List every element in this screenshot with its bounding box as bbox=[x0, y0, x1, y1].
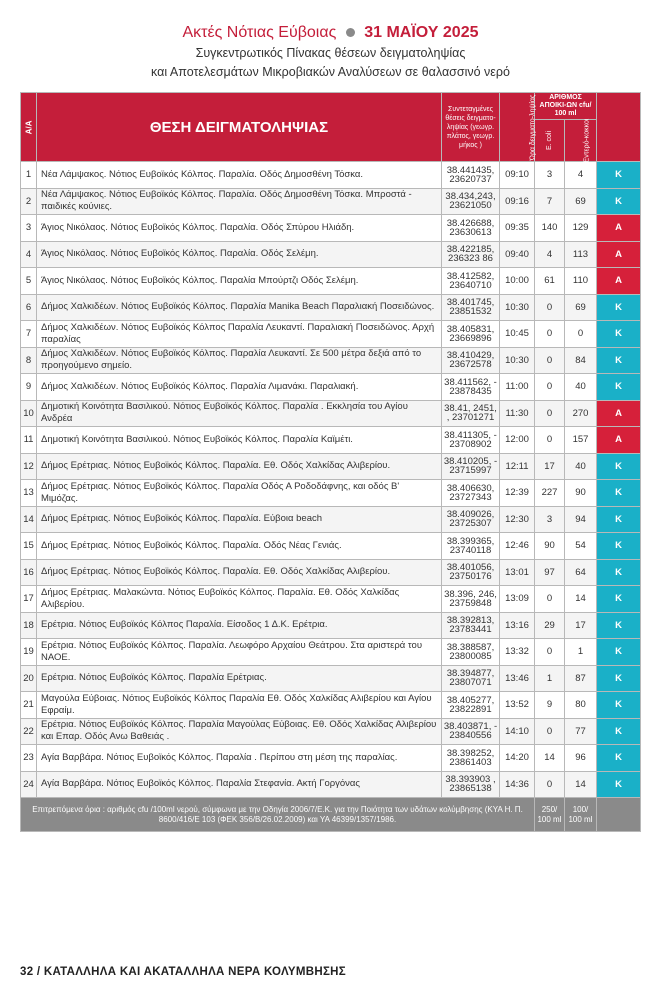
results-table bbox=[20, 73, 654, 832]
table-row bbox=[21, 427, 641, 454]
row-description: Δήμος Χαλκιδέων. Νότιος Ευβοϊκός Κόλπος. Παραλία Manika Beach Παραλιακή Ποσειδώνος. bbox=[37, 294, 442, 321]
row-description: Δήμος Ερέτριας. Νότιος Ευβοϊκός Κόλπος. Παραλία. Εθ. Οδός Χαλκίδας Αλιβερίου. bbox=[37, 453, 442, 480]
row-time: 09:16 bbox=[500, 188, 535, 215]
row-enterococci: 94 bbox=[565, 506, 597, 533]
row-coordinates: 38.394877, 23807071 bbox=[442, 665, 500, 692]
row-time: 13:16 bbox=[500, 612, 535, 639]
limits-row bbox=[21, 798, 641, 832]
row-ecoli: 0 bbox=[535, 400, 565, 427]
table-row bbox=[21, 506, 641, 533]
row-classification-badge: Κ bbox=[597, 347, 641, 374]
row-description: Δήμος Χαλκιδέων. Νότιος Ευβοϊκός Κόλπος. Παραλία Λευκαντί. Σε 500 μέτρα δεξιά από το προηγούμενο σημείο. bbox=[37, 347, 442, 374]
table-row bbox=[21, 559, 641, 586]
row-ecoli: 0 bbox=[535, 427, 565, 454]
row-number: 9 bbox=[21, 374, 37, 401]
row-number: 15 bbox=[21, 533, 37, 560]
row-ecoli: 9 bbox=[535, 692, 565, 719]
row-classification-badge: Κ bbox=[597, 374, 641, 401]
row-number: 3 bbox=[21, 215, 37, 242]
limits-note: Επιτρεπόμενα όρια : αριθμός cfu /100ml νερού, σύμφωνα με την Οδηγία 2006/7/Ε.Κ. για την Ποιότητα των υδάτων κολύμβησης (ΚΥΑ Η. Π. 8600/416/Ε 103 (ΦΕΚ 356/Β/26.02.2009) και ΥΑ 46399/1357/1986. bbox=[21, 798, 535, 832]
row-time: 14:10 bbox=[500, 718, 535, 745]
row-coordinates: 38.398252, 23861403 bbox=[442, 745, 500, 772]
table-row bbox=[21, 718, 641, 745]
row-time: 10:30 bbox=[500, 294, 535, 321]
row-description: Δημοτική Κοινότητα Βασιλικού. Νότιος Ευβοϊκός Κόλπος. Παραλία Καϊμέτι. bbox=[37, 427, 442, 454]
row-classification-badge: Κ bbox=[597, 771, 641, 798]
table-row bbox=[21, 374, 641, 401]
row-enterococci: 270 bbox=[565, 400, 597, 427]
row-enterococci: 90 bbox=[565, 480, 597, 507]
table-row bbox=[21, 480, 641, 507]
row-ecoli: 0 bbox=[535, 639, 565, 666]
row-ecoli: 97 bbox=[535, 559, 565, 586]
row-time: 12:39 bbox=[500, 480, 535, 507]
row-enterococci: 87 bbox=[565, 665, 597, 692]
table-row bbox=[21, 162, 641, 189]
row-ecoli: 3 bbox=[535, 162, 565, 189]
row-time: 13:32 bbox=[500, 639, 535, 666]
row-enterococci: 40 bbox=[565, 374, 597, 401]
row-enterococci: 14 bbox=[565, 586, 597, 613]
header-classification: ΚΑΤΑΛΛΗΛΑ (Κ) ΑΚΑΤΑΛΛΗΛΑ (Α) bbox=[597, 93, 641, 162]
row-time: 11:30 bbox=[500, 400, 535, 427]
row-classification-badge: Κ bbox=[597, 745, 641, 772]
row-classification-badge: Α bbox=[597, 215, 641, 242]
row-time: 09:35 bbox=[500, 215, 535, 242]
row-enterococci: 1 bbox=[565, 639, 597, 666]
row-description: Αγία Βαρβάρα. Νότιος Ευβοϊκός Κόλπος. Παραλία Στεφανία. Ακτή Γοργόνας bbox=[37, 771, 442, 798]
row-coordinates: 38.410205, - 23715997 bbox=[442, 453, 500, 480]
row-enterococci: 4 bbox=[565, 162, 597, 189]
row-description: Ερέτρια. Νότιος Ευβοϊκός Κόλπος. Παραλία. Λεωφόρο Αρχαίου Θεάτρου. Στα αριστερά του ΝΑΟΕ. bbox=[37, 639, 442, 666]
row-description: Μαγούλα Εύβοιας. Νότιος Ευβοϊκός Κόλπος Παραλία Εθ. Οδός Χαλκίδας Αλιβερίου και Αγίου Εφραίμ. bbox=[37, 692, 442, 719]
row-coordinates: 38.396, 246, 23759848 bbox=[442, 586, 500, 613]
row-enterococci: 0 bbox=[565, 321, 597, 348]
row-description: Δήμος Χαλκιδέων. Νότιος Ευβοϊκός Κόλπος. Παραλία Λιμανάκι. Παραλιακή. bbox=[37, 374, 442, 401]
row-enterococci: 64 bbox=[565, 559, 597, 586]
row-time: 13:46 bbox=[500, 665, 535, 692]
limit-empty-cell bbox=[597, 798, 641, 832]
row-number: 13 bbox=[21, 480, 37, 507]
row-ecoli: 1 bbox=[535, 665, 565, 692]
header-colony-count: ΑΡΙΘΜΟΣ ΑΠΟΙΚΙ-ΩΝ cfu/ 100 ml bbox=[535, 93, 597, 120]
row-classification-badge: Α bbox=[597, 241, 641, 268]
row-number: 16 bbox=[21, 559, 37, 586]
row-enterococci: 17 bbox=[565, 612, 597, 639]
row-enterococci: 157 bbox=[565, 427, 597, 454]
table-row bbox=[21, 347, 641, 374]
row-classification-badge: Κ bbox=[597, 453, 641, 480]
row-description: Νέα Λάμψακος. Νότιος Ευβοϊκός Κόλπος. Παραλία. Οδός Δημοσθένη Τόσκα. Μπροστά - παιδικές κούνιες. bbox=[37, 188, 442, 215]
row-number: 8 bbox=[21, 347, 37, 374]
subtitle-line-1: Συγκεντρωτικός Πίνακας θέσεων δειγματοληψίας bbox=[195, 46, 466, 60]
row-classification-badge: Κ bbox=[597, 692, 641, 719]
row-time: 11:00 bbox=[500, 374, 535, 401]
page-header bbox=[0, 24, 661, 80]
row-coordinates: 38.441435, 23620737 bbox=[442, 162, 500, 189]
row-number: 23 bbox=[21, 745, 37, 772]
row-ecoli: 0 bbox=[535, 718, 565, 745]
limit-enterococci: 100/ 100 ml bbox=[565, 798, 597, 832]
table-row bbox=[21, 241, 641, 268]
bullet-dot-icon bbox=[346, 28, 355, 37]
table-row bbox=[21, 215, 641, 242]
row-number: 7 bbox=[21, 321, 37, 348]
row-enterococci: 14 bbox=[565, 771, 597, 798]
row-time: 10:30 bbox=[500, 347, 535, 374]
row-classification-badge: Κ bbox=[597, 586, 641, 613]
row-description: Ερέτρια. Νότιος Ευβοϊκός Κόλπος. Παραλία Μαγούλας Εύβοιας. Εθ. Οδός Χαλκίδας Αλιβερίου και Επαρ. Οδός Ανω Βαθειάς . bbox=[37, 718, 442, 745]
row-classification-badge: Κ bbox=[597, 639, 641, 666]
table-row bbox=[21, 771, 641, 798]
row-ecoli: 0 bbox=[535, 586, 565, 613]
row-enterococci: 96 bbox=[565, 745, 597, 772]
table-row bbox=[21, 294, 641, 321]
row-coordinates: 38.392813, 23783441 bbox=[442, 612, 500, 639]
row-coordinates: 38.393903 , 23865138 bbox=[442, 771, 500, 798]
row-classification-badge: Κ bbox=[597, 188, 641, 215]
row-enterococci: 69 bbox=[565, 188, 597, 215]
row-time: 14:36 bbox=[500, 771, 535, 798]
row-number: 4 bbox=[21, 241, 37, 268]
row-ecoli: 227 bbox=[535, 480, 565, 507]
row-coordinates: 38.403871, - 23840556 bbox=[442, 718, 500, 745]
row-time: 13:52 bbox=[500, 692, 535, 719]
table-row bbox=[21, 188, 641, 215]
row-coordinates: 38.411305, - 23708902 bbox=[442, 427, 500, 454]
row-number: 14 bbox=[21, 506, 37, 533]
row-time: 12:46 bbox=[500, 533, 535, 560]
row-coordinates: 38.410429, 23672578 bbox=[442, 347, 500, 374]
row-description: Άγιος Νικόλαος. Νότιος Ευβοϊκός Κόλπος. Παραλία. Οδός Σελέμη. bbox=[37, 241, 442, 268]
row-description: Ερέτρια. Νότιος Ευβοϊκός Κόλπος Παραλία. Είσοδος 1 Δ.Κ. Ερέτρια. bbox=[37, 612, 442, 639]
page-title bbox=[0, 24, 661, 42]
row-ecoli: 3 bbox=[535, 506, 565, 533]
header-position: ΘΕΣΗ ΔΕΙΓΜΑΤΟΛΗΨΙΑΣ bbox=[37, 93, 442, 162]
title-place: Ακτές Νότιας Εύβοιας bbox=[182, 24, 337, 41]
page-footer: 32 / ΚΑΤΑΛΛΗΛΑ ΚΑΙ ΑΚΑΤΑΛΛΗΛΑ ΝΕΡΑ ΚΟΛΥΜΒΗΣΗΣ bbox=[20, 966, 346, 978]
row-number: 1 bbox=[21, 162, 37, 189]
row-time: 12:00 bbox=[500, 427, 535, 454]
row-description: Δήμος Ερέτριας. Μαλακώντα. Νότιος Ευβοϊκός Κόλπος. Παραλία. Εθ. Οδός Χαλκίδας Αλιβερίου. bbox=[37, 586, 442, 613]
row-description: Νέα Λάμψακος. Νότιος Ευβοϊκός Κόλπος. Παραλία. Οδός Δημοσθένη Τόσκα. bbox=[37, 162, 442, 189]
row-description: Αγία Βαρβάρα. Νότιος Ευβοϊκός Κόλπος. Παραλία . Περίπου στη μέση της παραλίας. bbox=[37, 745, 442, 772]
row-number: 24 bbox=[21, 771, 37, 798]
row-number: 19 bbox=[21, 639, 37, 666]
row-coordinates: 38.405277, 23822891 bbox=[442, 692, 500, 719]
row-number: 17 bbox=[21, 586, 37, 613]
row-classification-badge: Κ bbox=[597, 718, 641, 745]
row-description: Δήμος Ερέτριας. Νότιος Ευβοϊκός Κόλπος. Παραλία Οδός Α Ροδοδάφνης, και οδός Β' Μιμόζας. bbox=[37, 480, 442, 507]
table-row bbox=[21, 639, 641, 666]
row-coordinates: 38.399365, 23740118 bbox=[442, 533, 500, 560]
table-row bbox=[21, 321, 641, 348]
row-coordinates: 38.406630, 23727343 bbox=[442, 480, 500, 507]
header-time: Ώρα δειγματο-ληψίας bbox=[500, 93, 535, 162]
row-number: 20 bbox=[21, 665, 37, 692]
row-classification-badge: Κ bbox=[597, 559, 641, 586]
row-classification-badge: Α bbox=[597, 268, 641, 295]
row-coordinates: 38.409026, 23725307 bbox=[442, 506, 500, 533]
row-coordinates: 38.412582, 23640710 bbox=[442, 268, 500, 295]
row-description: Δήμος Ερέτριας. Νότιος Ευβοϊκός Κόλπος. Παραλία. Εθ. Οδός Χαλκίδας Αλιβερίου. bbox=[37, 559, 442, 586]
row-coordinates: 38.401056, 23750176 bbox=[442, 559, 500, 586]
row-time: 10:00 bbox=[500, 268, 535, 295]
row-classification-badge: Α bbox=[597, 427, 641, 454]
row-number: 5 bbox=[21, 268, 37, 295]
row-enterococci: 110 bbox=[565, 268, 597, 295]
row-description: Άγιος Νικόλαος. Νότιος Ευβοϊκός Κόλπος. Παραλία. Οδός Σπύρου Ηλιάδη. bbox=[37, 215, 442, 242]
header-aa: Α/Α bbox=[21, 93, 37, 162]
row-number: 2 bbox=[21, 188, 37, 215]
table-body bbox=[21, 162, 641, 798]
row-time: 10:45 bbox=[500, 321, 535, 348]
title-date: 31 ΜΑΪΟΥ 2025 bbox=[364, 24, 479, 41]
row-time: 12:11 bbox=[500, 453, 535, 480]
row-description: Ερέτρια. Νότιος Ευβοϊκός Κόλπος. Παραλία Ερέτριας. bbox=[37, 665, 442, 692]
row-enterococci: 84 bbox=[565, 347, 597, 374]
row-ecoli: 17 bbox=[535, 453, 565, 480]
row-coordinates: 38.405831, 23669896 bbox=[442, 321, 500, 348]
row-enterococci: 40 bbox=[565, 453, 597, 480]
row-description: Δήμος Ερέτριας. Νότιος Ευβοϊκός Κόλπος. Παραλία. Εύβοια beach bbox=[37, 506, 442, 533]
row-classification-badge: Κ bbox=[597, 612, 641, 639]
row-ecoli: 0 bbox=[535, 294, 565, 321]
row-enterococci: 129 bbox=[565, 215, 597, 242]
row-time: 09:40 bbox=[500, 241, 535, 268]
row-ecoli: 14 bbox=[535, 745, 565, 772]
table-row bbox=[21, 268, 641, 295]
row-number: 12 bbox=[21, 453, 37, 480]
row-enterococci: 69 bbox=[565, 294, 597, 321]
row-classification-badge: Κ bbox=[597, 480, 641, 507]
row-classification-badge: Κ bbox=[597, 506, 641, 533]
subtitle-line-2: και Αποτελεσμάτων Μικροβιακών Αναλύσεων σε θαλασσινό νερό bbox=[151, 65, 510, 79]
table-row bbox=[21, 453, 641, 480]
row-ecoli: 4 bbox=[535, 241, 565, 268]
row-coordinates: 38.411562, - 23878435 bbox=[442, 374, 500, 401]
table-row bbox=[21, 692, 641, 719]
row-description: Δήμος Χαλκιδέων. Νότιος Ευβοϊκός Κόλπος Παραλία Λευκαντί. Παραλιακή Ποσειδώνος. Αρχή παραλίας bbox=[37, 321, 442, 348]
table-row bbox=[21, 612, 641, 639]
row-classification-badge: Κ bbox=[597, 162, 641, 189]
row-description: Άγιος Νικόλαος. Νότιος Ευβοϊκός Κόλπος. Παραλία Μπούρτζι Οδός Σελέμη. bbox=[37, 268, 442, 295]
row-classification-badge: Κ bbox=[597, 294, 641, 321]
row-time: 14:20 bbox=[500, 745, 535, 772]
row-number: 18 bbox=[21, 612, 37, 639]
row-coordinates: 38.426688, 23630613 bbox=[442, 215, 500, 242]
row-coordinates: 38.422185, 236323 86 bbox=[442, 241, 500, 268]
row-ecoli: 0 bbox=[535, 321, 565, 348]
row-number: 10 bbox=[21, 400, 37, 427]
table-row bbox=[21, 533, 641, 560]
header-coords: Συντεταγμένες θέσεις δειγματο-ληψίας (γεωγρ. πλάτος, γεωγρ. μήκος ) bbox=[442, 93, 500, 162]
row-classification-badge: Κ bbox=[597, 665, 641, 692]
row-time: 13:01 bbox=[500, 559, 535, 586]
row-enterococci: 80 bbox=[565, 692, 597, 719]
header-ecoli: E. coli bbox=[535, 120, 565, 162]
row-number: 11 bbox=[21, 427, 37, 454]
row-coordinates: 38.401745, 23851532 bbox=[442, 294, 500, 321]
row-ecoli: 7 bbox=[535, 188, 565, 215]
header-enterococci: Εντερό-κοκκοι bbox=[565, 120, 597, 162]
table-row bbox=[21, 745, 641, 772]
row-time: 09:10 bbox=[500, 162, 535, 189]
row-number: 21 bbox=[21, 692, 37, 719]
row-ecoli: 61 bbox=[535, 268, 565, 295]
limit-ecoli: 250/ 100 ml bbox=[535, 798, 565, 832]
row-coordinates: 38.388587, 23800085 bbox=[442, 639, 500, 666]
table-row bbox=[21, 586, 641, 613]
row-ecoli: 140 bbox=[535, 215, 565, 242]
row-enterococci: 77 bbox=[565, 718, 597, 745]
row-classification-badge: Κ bbox=[597, 533, 641, 560]
row-coordinates: 38.41, 2451, , 23701271 bbox=[442, 400, 500, 427]
row-number: 22 bbox=[21, 718, 37, 745]
row-coordinates: 38.434,243, 23621050 bbox=[442, 188, 500, 215]
row-description: Δήμος Ερέτριας. Νότιος Ευβοϊκός Κόλπος. Παραλία. Οδός Νέας Γενιάς. bbox=[37, 533, 442, 560]
row-enterococci: 54 bbox=[565, 533, 597, 560]
row-ecoli: 0 bbox=[535, 347, 565, 374]
row-time: 12:30 bbox=[500, 506, 535, 533]
row-enterococci: 113 bbox=[565, 241, 597, 268]
row-ecoli: 0 bbox=[535, 374, 565, 401]
row-number: 6 bbox=[21, 294, 37, 321]
table-row bbox=[21, 400, 641, 427]
table-row bbox=[21, 665, 641, 692]
row-description: Δημοτική Κοινότητα Βασιλικού. Νότιος Ευβοϊκός Κόλπος. Παραλία . Εκκλησία του Αγίου Ανδρέα bbox=[37, 400, 442, 427]
row-ecoli: 29 bbox=[535, 612, 565, 639]
row-ecoli: 90 bbox=[535, 533, 565, 560]
row-ecoli: 0 bbox=[535, 771, 565, 798]
row-time: 13:09 bbox=[500, 586, 535, 613]
row-classification-badge: Α bbox=[597, 400, 641, 427]
row-classification-badge: Κ bbox=[597, 321, 641, 348]
